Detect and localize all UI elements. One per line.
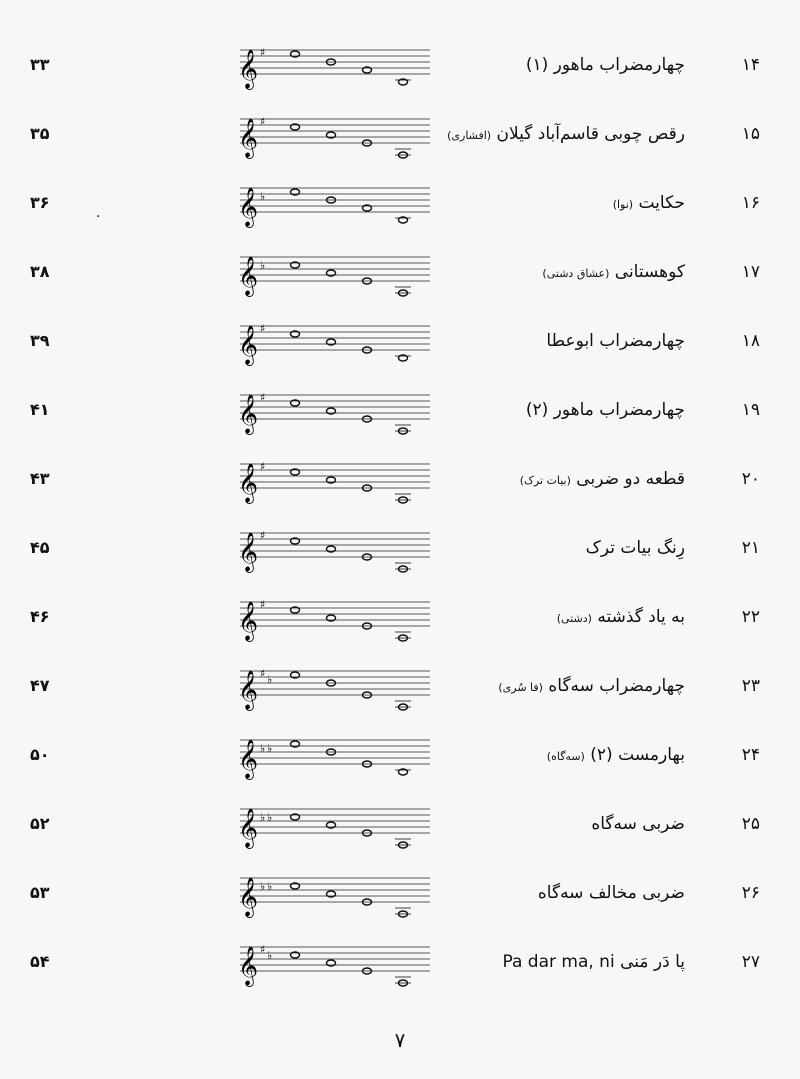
page-reference[interactable]: ۳۸ [30, 262, 50, 281]
tuning-staff [230, 249, 430, 303]
music-staff [230, 525, 430, 575]
treble-clef-icon: 𝄞 [238, 256, 259, 296]
piece-title-main: رقص چوبی قاسم‌آباد گیلان [496, 124, 685, 144]
piece-mode: (عشاق دشتی) [542, 267, 610, 280]
music-staff [230, 387, 430, 437]
page-reference[interactable]: ۳۶ [30, 193, 50, 212]
tuning-staff [230, 456, 430, 510]
koron-sign-icon: ♭ [267, 880, 273, 893]
page-reference[interactable]: ۵۰ [30, 745, 50, 764]
koron-sign-icon: ♭ [260, 742, 266, 755]
piece-number: ۲۳ [741, 676, 760, 696]
sharp-sign-icon: ♯ [260, 943, 266, 956]
piece-mode: (فا سُری) [498, 681, 543, 694]
music-staff [230, 801, 430, 851]
koron-sign-icon: ♭ [267, 949, 273, 962]
piece-title-main: چهارمضراب ماهور (۲) [525, 400, 685, 420]
treble-clef-icon: 𝄞 [238, 463, 259, 503]
treble-clef-icon: 𝄞 [238, 532, 259, 572]
piece-title-main: چهارمضراب ابوعطا [546, 331, 685, 351]
music-staff [230, 732, 430, 782]
tuning-staff [230, 180, 430, 234]
piece-title-main: ضربی سه‌گاه [591, 814, 685, 834]
page-reference[interactable]: ۴۱ [30, 400, 50, 419]
page-number: ۷ [394, 1028, 406, 1052]
music-staff [230, 42, 430, 92]
piece-number: ۲۱ [741, 538, 760, 558]
piece-number: ۲۵ [741, 814, 760, 834]
koron-sign-icon: ♭ [267, 811, 273, 824]
treble-clef-icon: 𝄞 [238, 808, 259, 848]
koron-sign-icon: ♭ [260, 880, 266, 893]
piece-number: ۲۲ [741, 607, 760, 627]
piece-number: ۲۷ [741, 952, 760, 972]
piece-title-main: چهارمضراب ماهور (۱) [525, 55, 685, 75]
tuning-staff [230, 42, 430, 96]
treble-clef-icon: 𝄞 [238, 670, 259, 710]
music-staff [230, 870, 430, 920]
piece-number: ۱۹ [741, 400, 760, 420]
music-staff [230, 939, 430, 989]
stray-mark: . [96, 205, 101, 221]
tuning-staff [230, 525, 430, 579]
sharp-sign-icon: ♯ [260, 115, 266, 128]
piece-title-main: ضربی مخالف سه‌گاه [537, 883, 685, 903]
piece-mode: (بیات ترک) [519, 474, 571, 487]
music-staff [230, 594, 430, 644]
page-reference[interactable]: ۵۳ [30, 883, 50, 902]
piece-title-main: کوهستانی [614, 262, 685, 282]
piece-number: ۱۵ [741, 124, 760, 144]
piece-title-main: چهارمضراب سه‌گاه [548, 676, 685, 696]
sharp-sign-icon: ♯ [260, 667, 266, 680]
piece-title-main: بهارمست (۲) [590, 745, 685, 765]
treble-clef-icon: 𝄞 [238, 946, 259, 986]
sharp-sign-icon: ♯ [260, 529, 266, 542]
sharp-sign-icon: ♯ [260, 322, 266, 335]
piece-mode: (افشاری) [447, 129, 492, 142]
music-staff [230, 111, 430, 161]
piece-number: ۱۸ [741, 331, 760, 351]
piece-number: ۱۴ [741, 55, 760, 75]
tuning-staff [230, 732, 430, 786]
treble-clef-icon: 𝄞 [238, 118, 259, 158]
page-reference[interactable]: ۴۳ [30, 469, 50, 488]
treble-clef-icon: 𝄞 [238, 739, 259, 779]
koron-sign-icon: ♭ [260, 811, 266, 824]
page-reference[interactable]: ۴۷ [30, 676, 50, 695]
page-reference[interactable]: ۵۲ [30, 814, 50, 833]
treble-clef-icon: 𝄞 [238, 325, 259, 365]
piece-title-main: حکایت [638, 193, 685, 213]
piece-number: ۲۴ [741, 745, 760, 765]
music-staff [230, 180, 430, 230]
piece-number: ۲۶ [741, 883, 760, 903]
tuning-staff [230, 801, 430, 855]
page-reference[interactable]: ۳۹ [30, 331, 50, 350]
sharp-sign-icon: ♯ [260, 598, 266, 611]
treble-clef-icon: 𝄞 [238, 187, 259, 227]
page-reference[interactable]: ۵۴ [30, 952, 50, 971]
tuning-staff [230, 111, 430, 165]
tuning-staff [230, 318, 430, 372]
sharp-sign-icon: ♯ [260, 460, 266, 473]
tuning-staff [230, 870, 430, 924]
treble-clef-icon: 𝄞 [238, 49, 259, 89]
page-reference[interactable]: ۴۶ [30, 607, 50, 626]
treble-clef-icon: 𝄞 [238, 394, 259, 434]
music-staff [230, 456, 430, 506]
koron-sign-icon: ♭ [260, 190, 266, 203]
piece-title-main: به یاد گذشته [597, 607, 685, 627]
piece-title-main: پا دَر مَنی Pa dar ma, ni [502, 952, 685, 972]
tuning-staff [230, 387, 430, 441]
koron-sign-icon: ♭ [267, 673, 273, 686]
page-reference[interactable]: ۳۵ [30, 124, 50, 143]
piece-number: ۲۰ [741, 469, 760, 489]
music-staff [230, 249, 430, 299]
piece-title-main: قطعه دو ضربی [576, 469, 685, 489]
piece-mode: (دشتی) [556, 612, 592, 625]
music-staff [230, 663, 430, 713]
sharp-sign-icon: ♯ [260, 46, 266, 59]
tuning-staff [230, 663, 430, 717]
treble-clef-icon: 𝄞 [238, 877, 259, 917]
piece-mode: (نوا) [612, 198, 634, 211]
koron-sign-icon: ♭ [267, 742, 273, 755]
piece-number: ۱۶ [741, 193, 760, 213]
page-reference[interactable]: ۴۵ [30, 538, 50, 557]
treble-clef-icon: 𝄞 [238, 601, 259, 641]
tuning-staff [230, 594, 430, 648]
koron-sign-icon: ♭ [260, 259, 266, 272]
index-row [0, 943, 800, 1018]
piece-title-main: رِنگ بیات ترک [585, 538, 685, 558]
page-reference[interactable]: ۳۳ [30, 55, 50, 74]
tuning-staff [230, 939, 430, 993]
sharp-sign-icon: ♯ [260, 391, 266, 404]
piece-mode: (سه‌گاه) [546, 750, 585, 763]
music-staff [230, 318, 430, 368]
piece-number: ۱۷ [741, 262, 760, 282]
